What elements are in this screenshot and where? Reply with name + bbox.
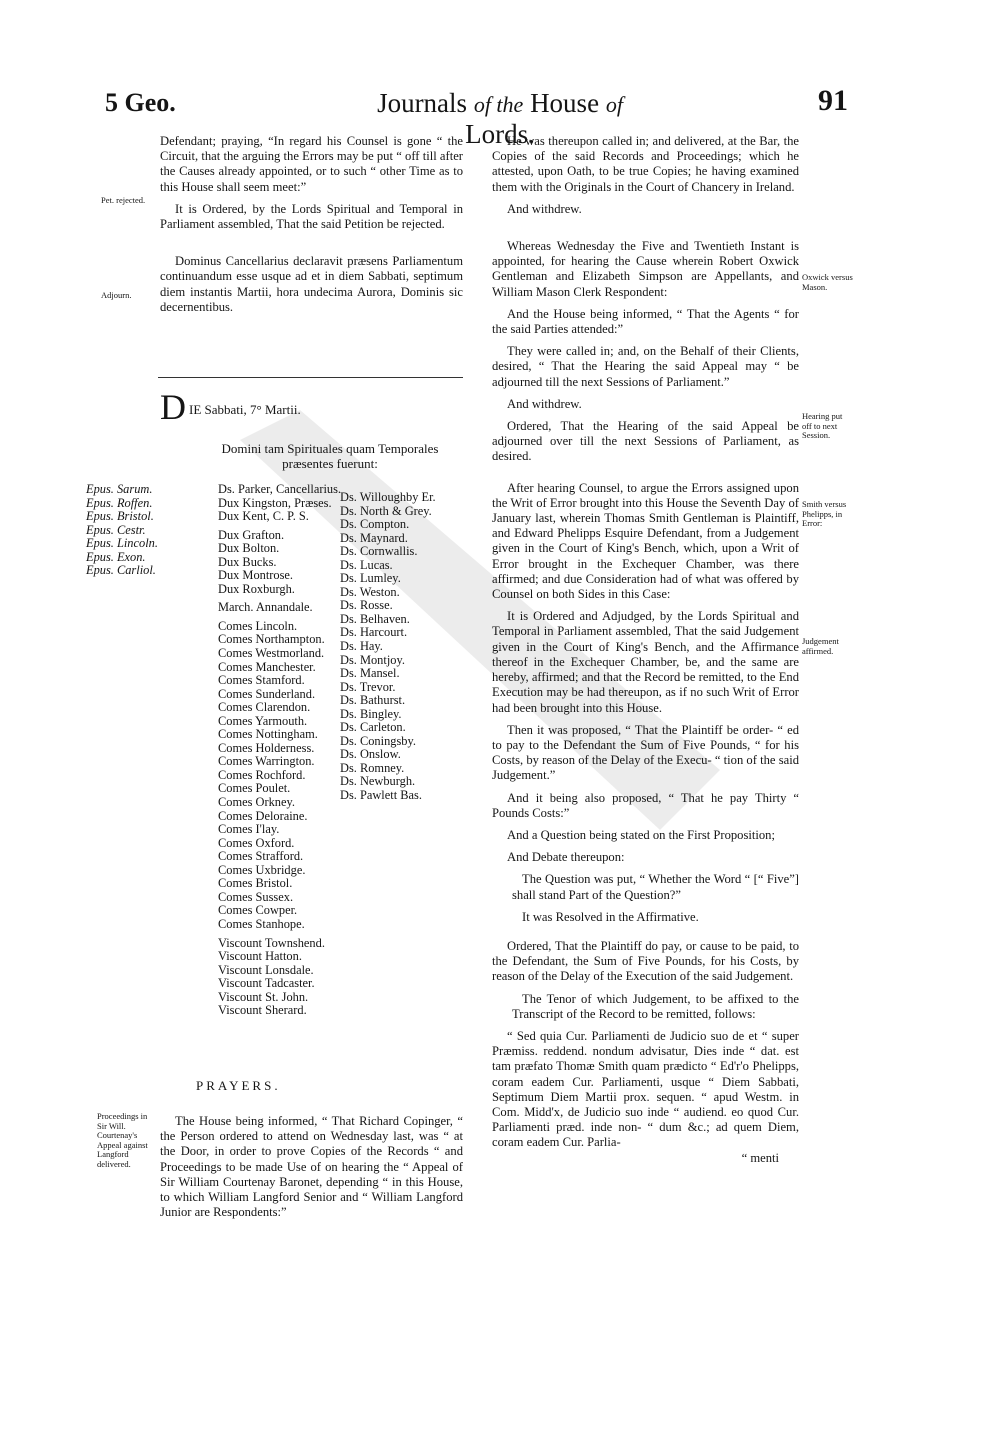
lord-entry: Comes Warrington. [218, 754, 315, 769]
margin-note-smith: Smith versus Phelipps, in Error: [802, 499, 847, 529]
right-para-5: They were called in; and, on the Behalf of their Clients, desired, “ That the Hearing the said Appeal may “ be adjourned till the next Sessions of Parliament.” [492, 344, 799, 389]
lord-entry: Ds. Bathurst. [340, 693, 406, 708]
lord-entry: Comes Uxbridge. [218, 862, 306, 877]
lord-entry: Ds. Parker, Cancellarius. [218, 482, 342, 496]
lord-entry: Comes Stanhope. [218, 916, 305, 931]
margin-note-pet-rejected: Pet. rejected. [101, 195, 146, 205]
lord-entry: Ds. Rosse. [340, 598, 393, 613]
lord-entry: Dux Kingston, Præses. [218, 495, 332, 510]
lord-entry: Comes Sussex. [218, 889, 294, 904]
lord-entry: Comes Sunderland. [218, 686, 316, 701]
lord-entry: Ds. Onslow. [340, 747, 401, 762]
lord-entry: Ds. Lumley. [340, 571, 401, 586]
margin-note-adjourn: Adjourn. [101, 290, 132, 300]
lord-entry: Dux Roxburgh. [218, 581, 295, 596]
lord-entry: Comes Northampton. [218, 632, 325, 647]
bishop-entry: Epus. Cestr. [86, 522, 146, 537]
bishop-entry: Epus. Sarum. [86, 482, 153, 496]
lord-entry: Ds. Weston. [340, 584, 400, 599]
right-para-10: Then it was proposed, “ That the Plaintiff be order- “ ed to pay to the Defendant the Sum of Five Pounds, “ for his Costs, by reason of the Delay of the Execu- “ tion of the said Judgement.” [492, 722, 799, 783]
right-para-6: And withdrew. [507, 396, 582, 411]
lord-entry: Ds. Harcourt. [340, 625, 408, 640]
lord-entry: Ds. Montjoy. [340, 652, 405, 667]
lord-entry: Viscount Sherard. [218, 1003, 307, 1018]
lord-entry: Ds. Compton. [340, 517, 410, 532]
lord-entry: Comes Yarmouth. [218, 713, 308, 728]
bishop-entry: Epus. Roffen. [86, 495, 153, 510]
bishop-entry: Epus. Lincoln. [86, 536, 158, 551]
lord-entry: Comes Orkney. [218, 795, 295, 810]
lord-entry: Viscount Lonsdale. [218, 962, 314, 977]
right-column [492, 134, 799, 1166]
bishop-entry: Epus. Bristol. [86, 509, 154, 524]
bishops-list [86, 483, 158, 578]
left-column [160, 134, 463, 322]
lords-temporal-list-b [340, 491, 436, 803]
lord-entry: Viscount Hatton. [218, 949, 302, 964]
lord-entry: Ds. Willoughby Er. [340, 490, 436, 504]
lord-entry: Ds. Romney. [340, 760, 405, 775]
attendance-heading: Domini tam Spirituales quam Temporales præsentes fuerunt: [221, 441, 439, 471]
lord-entry: Comes Deloraine. [218, 808, 308, 823]
lord-entry: Comes Westmorland. [218, 646, 325, 661]
lord-entry: Viscount Tadcaster. [218, 976, 315, 991]
day-heading [160, 387, 463, 427]
right-para-14: The Question was put, “ Whether the Word “ [“ Five”] shall stand Part of the Question?” [512, 872, 799, 902]
right-para-2: And withdrew. [507, 201, 582, 216]
lord-entry: Comes Holderness. [218, 740, 315, 755]
lord-entry: Ds. Lucas. [340, 557, 393, 572]
right-para-18: “ Sed quia Cur. Parliamenti de Judicio suo de et “ super Præmiss. reddend. nondum advisatur, Dies inde “ dat. est tam præfato Thomæ Smith quam prædicto “ Ed'r'o Phelipps, coram eadem Cur. Parliamenti, usque “ Diem Sabbati, Septimum Diem Martii prox. sequen. “ apud Westm. in Com. Midd'x, de Judicio suo inde “ audiend. eo quod Cur. Parliamenti præd. inde non- “ dum &c.; ad quem Diem, coram eadem Cur. Parlia- [492, 1028, 799, 1150]
title-journals: Journals [377, 88, 468, 118]
lord-entry: Dux Kent, C. P. S. [218, 509, 309, 524]
right-para-13: And Debate thereupon: [507, 850, 625, 865]
lord-entry: Viscount St. John. [218, 989, 309, 1004]
page-number: 91 [818, 84, 848, 117]
right-para-4: And the House being informed, “ That the Agents “ for the said Parties attended:” [492, 306, 799, 337]
left-para-1: Defendant; praying, “In regard his Counsel is gone “ the Circuit, that the arguing the Errors may be put “ off till after the Causes already appointed, or to such “ other Time as to this House shall seem meet:” [160, 134, 463, 194]
lord-entry: Ds. Coningsby. [340, 733, 416, 748]
lord-entry: Comes Nottingham. [218, 727, 318, 742]
lords-temporal-list-a [218, 483, 342, 1018]
right-para-11: And it being also proposed, “ That he pay Thirty “ Pounds Costs:” [492, 790, 799, 820]
lord-entry: March. Annandale. [218, 600, 313, 615]
lord-entry: Comes Manchester. [218, 659, 316, 674]
lord-entry: Ds. Bingley. [340, 706, 402, 721]
catchword: “ menti [741, 1150, 779, 1165]
margin-note-judgement: Judgement affirmed. [802, 636, 839, 656]
right-para-16: Ordered, That the Plaintiff do pay, or cause to be paid, to the Defendant, the Sum of Five Pounds, for his Costs, by reason of the Delay of the Execution of the said Judgement. [492, 938, 799, 984]
lord-entry: Dux Bolton. [218, 541, 280, 556]
lord-entry: Ds. Mansel. [340, 666, 400, 681]
lord-entry: Comes I'lay. [218, 822, 280, 837]
margin-note-proceedings: Proceedings in Sir Will. Courtenay's Appeal against Langford delivered. [97, 1111, 148, 1169]
title-house: House [530, 88, 600, 118]
lord-entry: Ds. North & Grey. [340, 503, 432, 518]
lord-entry: Comes Stamford. [218, 673, 305, 688]
lord-entry: Ds. Pawlett Bas. [340, 788, 422, 803]
right-para-8: After hearing Counsel, to argue the Errors assigned upon the Writ of Error brought into this House the Seventh Day of January last, wherein Thomas Smith Gentleman is Plaintiff, and Edward Phelipps Esquire Defendant, from a Judgement given in the Court of King's Bench, which, upon a Writ of Error brought in the Exchequer Chamber, was there affirmed; and due Consideration had of what was offered by Counsel on both Sides in this Case: [492, 480, 799, 602]
bishop-entry: Epus. Carliol. [86, 563, 156, 578]
section-separator [158, 377, 463, 378]
prayers-heading: PRAYERS. [196, 1078, 281, 1093]
margin-note-hearing: Hearing put off to next Session. [802, 411, 843, 441]
right-para-7: Ordered, That the Hearing of the said Appeal be adjourned over till the next Sessions of Parliament, as desired. [492, 419, 799, 464]
lord-entry: Ds. Trevor. [340, 679, 396, 694]
lord-entry: Ds. Carleton. [340, 720, 406, 735]
title-of-the: of the [473, 92, 524, 117]
lord-entry: Viscount Townshend. [218, 935, 325, 950]
drop-cap: D [160, 387, 186, 427]
right-para-9: It is Ordered and Adjudged, by the Lords Spiritual and Temporal in Parliament assembled, That the said Judgement given in the Court of King's Bench, and the Affirmance thereof in the Exchequer Chamber, be, and the same are hereby, affirmed; and that the Record be remitted, to the End Execution may be had thereupon, as if no such Writ of Error had been brought into this House. [492, 609, 799, 715]
lord-entry: Ds. Cornwallis. [340, 544, 418, 559]
lord-entry: Dux Montrose. [218, 568, 294, 583]
left-para-3: Dominus Cancellarius declaravit præsens Parliamentum continuandum esse usque ad et in diem Sabbati, septimum diem instantis Martii, hora undecima Aurora, Dominis sic decernentibus. [160, 254, 463, 314]
right-para-12: And a Question being stated on the First Proposition; [507, 827, 775, 842]
lord-entry: Ds. Hay. [340, 639, 383, 654]
lord-entry: Ds. Newburgh. [340, 774, 416, 789]
right-para-1: He was thereupon called in; and delivered, at the Bar, the Copies of the said Records and Proceedings; which he attested, upon Oath, to be true Copies; he having examined them with the Originals in the Court of Chancery in Ireland. [492, 134, 799, 194]
lord-entry: Ds. Belhaven. [340, 611, 410, 626]
lord-entry: Dux Grafton. [218, 527, 285, 542]
left-prayers-text [160, 1114, 463, 1227]
regnal-year: 5 Geo. [105, 88, 176, 117]
right-para-3: Whereas Wednesday the Five and Twentieth Instant is appointed, for hearing the Cause wherein Robert Oxwick Gentleman and Elizabeth Simpson are Appellants, and William Mason Clerk Respondent: [492, 239, 799, 299]
lord-entry: Comes Bristol. [218, 876, 293, 891]
lord-entry: Comes Lincoln. [218, 618, 298, 633]
title-lords: Lords. [465, 119, 535, 149]
lord-entry: Ds. Maynard. [340, 530, 408, 545]
right-para-17: The Tenor of which Judgement, to be affixed to the Transcript of the Record to be remitted, follows: [512, 991, 799, 1021]
margin-note-oxwick: Oxwick versus Mason. [802, 272, 853, 292]
lord-entry: Comes Strafford. [218, 849, 304, 864]
day-heading-text: IE Sabbati, 7° Martii. [189, 402, 301, 417]
lord-entry: Comes Clarendon. [218, 700, 311, 715]
left-para-2: It is Ordered, by the Lords Spiritual and Temporal in Parliament assembled, That the said Petition be rejected. [160, 201, 463, 232]
title-of: of [605, 92, 623, 117]
lord-entry: Comes Rochford. [218, 767, 306, 782]
left-para-4: The House being informed, “ That Richard Copinger, “ the Person ordered to attend on Wednesday last, was “ at the Door, in order to prove Copies of the Records “ and Proceedings to be made Use of on hearing the “ Appeal of Sir William Courtenay Baronet, depending “ in this House, to which William Langford Senior and “ William Langford Junior are Respondents:” [160, 1114, 463, 1220]
lord-entry: Comes Oxford. [218, 835, 295, 850]
right-para-15: It was Resolved in the Affirmative. [522, 909, 699, 924]
lord-entry: Dux Bucks. [218, 554, 277, 569]
lord-entry: Comes Cowper. [218, 903, 298, 918]
bishop-entry: Epus. Exon. [86, 549, 146, 564]
lord-entry: Comes Poulet. [218, 781, 291, 796]
